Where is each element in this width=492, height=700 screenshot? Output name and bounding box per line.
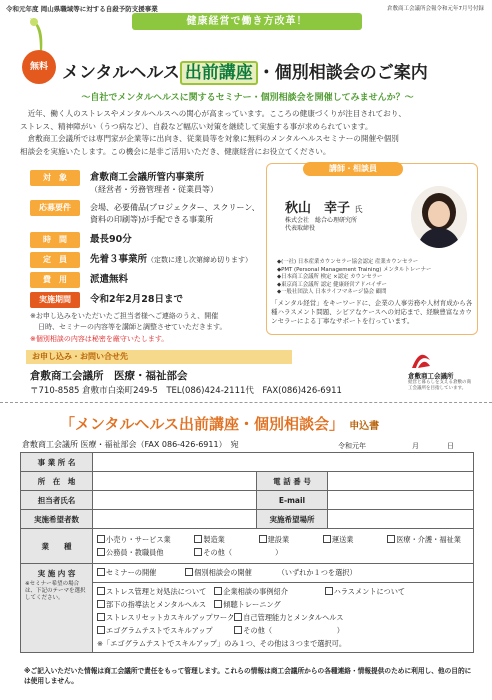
checkbox[interactable] xyxy=(234,613,242,621)
checkbox[interactable] xyxy=(323,535,331,543)
intro-line: 近年、働く人のストレスやメンタルヘルスへの関心が高まっています。こころの健康づくりが注目されており、 xyxy=(27,109,406,118)
detail-value-main: 派遣無料 xyxy=(90,274,129,285)
leaf-icon xyxy=(20,14,60,54)
detail-value-main: 令和2年2月28日まで xyxy=(90,294,183,305)
option-label: 運送業 xyxy=(331,535,354,544)
checkbox[interactable] xyxy=(97,568,105,576)
title-highlight: 出前講座 xyxy=(180,61,258,85)
detail-value xyxy=(90,292,183,308)
industry-option[interactable] xyxy=(97,533,192,546)
form-title-main: 「メンタルヘルス出前講座・個別相談会」 xyxy=(60,415,344,433)
page-title xyxy=(62,58,428,83)
venue-field[interactable] xyxy=(328,510,474,529)
option-label: 医療・介護・福祉業 xyxy=(396,535,461,544)
checkbox[interactable] xyxy=(97,548,105,556)
content-choice xyxy=(93,564,474,583)
lecturer-company: 株式会社 総合心理研究所 xyxy=(285,217,358,224)
theme-option[interactable] xyxy=(97,611,235,624)
logo-name: 倉敷商工会議所 xyxy=(408,372,454,380)
industry-options xyxy=(93,529,474,564)
lecturer-name-text: 秋山 幸子 xyxy=(285,201,351,216)
option-label: 個別相談会の開催 xyxy=(194,568,252,577)
address-field[interactable] xyxy=(93,472,257,491)
checkbox[interactable] xyxy=(185,568,193,576)
label-person: 担当者氏名 xyxy=(21,491,93,510)
contact-header: お申し込み・お問い合せ先 xyxy=(26,350,292,364)
detail-label: 実施期間 xyxy=(30,292,80,308)
label-address: 所 在 地 xyxy=(21,472,93,491)
subtitle: ～自社でメンタルヘルスに関するセミナー・個別相談会を開催してみませんか？～ xyxy=(81,93,414,103)
intro-line: ストレス、精神障がい（うつ病など）、自殺など幅広い対策を継続して実施する事が求められています。 xyxy=(20,121,373,131)
content-note: ※セミナー希望の場合は、下記のテーマを選択してください。 xyxy=(25,581,86,601)
option-label: 建設業 xyxy=(267,535,290,544)
content-label-text: 実 施 内 容 xyxy=(37,569,76,578)
contact-org: 倉敷商工会議所 医療・福祉部会 xyxy=(30,370,188,382)
lecturer-credentials xyxy=(277,259,431,297)
label-venue: 実施希望場所 xyxy=(257,510,328,529)
option-label: 企業相談の事例紹介 xyxy=(223,587,288,596)
lecturer-header: 講師・相談員 xyxy=(303,162,403,176)
chamber-logo xyxy=(388,350,474,398)
note-privacy: ※個別相談の内容は秘密を厳守いたします。 xyxy=(30,335,169,343)
lecturer-name xyxy=(285,197,363,216)
detail-value-note: （定数に達し次第締め切ります） xyxy=(147,256,253,264)
choice-consultation[interactable] xyxy=(185,568,275,578)
lecturer-role: 代表取締役 xyxy=(285,225,316,232)
industry-option[interactable] xyxy=(259,533,321,546)
theme-option[interactable] xyxy=(234,611,343,624)
credential-item: ◆日本商工会議所 検定 ×認定 カウンセラー xyxy=(277,274,383,281)
free-badge: 無料 xyxy=(22,50,56,84)
detail-value-main: 最長90分 xyxy=(90,234,132,245)
option-label: 公務員・教職員他 xyxy=(106,548,164,557)
detail-value-main: 倉敷商工会議所管内事業所 xyxy=(90,172,205,183)
option-label: 小売り・サービス業 xyxy=(106,535,171,544)
detail-sub: 資料の印刷等)が手配できる事業所 xyxy=(90,215,214,224)
detail-label: 費 用 xyxy=(30,272,80,288)
chamber-logo-icon xyxy=(410,350,432,370)
label-attendees: 実施希望者数 xyxy=(21,510,93,529)
email-field[interactable] xyxy=(328,491,474,510)
label-phone: 電 話 番 号 xyxy=(257,472,328,491)
detail-value: 会場、必要備品(プロジェクター、スクリーン、 xyxy=(90,203,260,212)
option-label: その他（ ） xyxy=(203,548,283,557)
checkbox[interactable] xyxy=(214,587,222,595)
option-label: ストレス管理と対処法について xyxy=(106,587,207,596)
note-line: ※お申し込みをいただいたご担当者様へご連絡のうえ、開催 xyxy=(30,312,219,320)
option-label: ストレスリセットカスキルアップワーク xyxy=(106,613,235,622)
intro-text xyxy=(20,108,482,158)
program-title: 令和元年度 岡山県職域等に対する自殺予防支援事業 xyxy=(6,5,158,13)
credential-item: ◆東京商工会議所 認定 健康経営アドバイザー xyxy=(277,281,387,288)
checkbox[interactable] xyxy=(97,600,105,608)
theme-option[interactable] xyxy=(325,585,406,598)
choice-note: （いずれか１つを選択） xyxy=(277,568,357,577)
label-industry: 業 種 xyxy=(21,529,93,564)
lecturer-photo xyxy=(411,186,467,248)
option-label: 傾聴トレーニング xyxy=(223,600,281,609)
checkbox[interactable] xyxy=(194,535,202,543)
privacy-footer: ※ご記入いただいた情報は商工会議所で責任をもって管理します。これらの情報は商工会議所からの各種連絡・情報提供のために利用し、他の目的には使用しません。 xyxy=(24,667,472,685)
detail-sub: （経営者・労務管理者・従業員等） xyxy=(90,185,218,194)
label-content xyxy=(21,564,93,653)
form-date xyxy=(338,441,454,451)
detail-value-main: 先着３事業所 xyxy=(90,254,148,265)
detail-value xyxy=(90,252,252,268)
industry-option[interactable] xyxy=(194,546,282,559)
checkbox[interactable] xyxy=(387,535,395,543)
option-label: 部下の指導法とメンタルヘルス xyxy=(106,600,207,609)
form-title-suffix: 申込書 xyxy=(349,421,380,432)
theme-option[interactable] xyxy=(97,598,212,611)
checkbox[interactable] xyxy=(214,600,222,608)
logo-tagline: 経営と暮らしを支える倉敷の商工会議所を目指しています。 xyxy=(408,380,471,391)
person-field[interactable] xyxy=(93,491,257,510)
lecturer-description: 「メンタル経営」をキーワードに、企業の人事労務や人材育成から各種ハラスメント問題、シビアなケースへの対応まで、経験豊富なカウンセラーによる丁寧なサポートを行っています。 xyxy=(271,299,473,325)
option-label: セミナーの開催 xyxy=(106,568,157,577)
form-recipient: 倉敷商工会議所 医療・福祉部会（FAX 086-426-6911） 宛 xyxy=(22,440,239,449)
industry-option[interactable] xyxy=(194,533,256,546)
checkbox[interactable] xyxy=(234,626,242,634)
theme-option[interactable] xyxy=(97,624,232,637)
theme-options xyxy=(93,583,474,653)
credential-item: ◆(一社) 日本産業カウンセラー協会認定 産業カウンセラー xyxy=(277,259,419,265)
intro-line: 倉敷商工会議所では専門家が企業等に出向き、従業員等を対象に無料のメンタルヘルスセミナーの開催や個別 xyxy=(27,134,399,143)
attendees-field[interactable] xyxy=(93,510,257,529)
detail-label: 時 間 xyxy=(30,232,80,248)
checkbox[interactable] xyxy=(194,548,202,556)
lecturer-org xyxy=(285,217,357,233)
label-company: 事 業 所 名 xyxy=(21,453,93,472)
industry-option[interactable] xyxy=(387,533,461,546)
detail-value xyxy=(90,232,132,248)
contact-address: 〒710-8585 倉敷市白楽町249-5 TEL(086)424-2111代 FAX(086)426-6911 xyxy=(30,386,342,396)
option-label: 自己管理能力とメンタルヘルス xyxy=(243,613,344,622)
option-label: ハラスメントについて xyxy=(333,587,406,596)
credential-item: ◆一般社団法人 日本ライフマネージ協会 顧問 xyxy=(277,289,387,296)
company-field[interactable] xyxy=(93,453,474,472)
option-label: その他（ ） xyxy=(243,626,344,635)
theme-note: ※「エゴグラムテストでスキルアップ」のみ１つ、その他は３つまで選択可。 xyxy=(97,639,347,648)
checkbox[interactable] xyxy=(97,613,105,621)
checkbox[interactable] xyxy=(325,587,333,595)
credential-item: ◆PMT (Personal Management Training) メンタルトレーナー xyxy=(277,266,432,273)
checkbox[interactable] xyxy=(259,535,267,543)
intro-line: 相談会を実施いたします。この機会に是非ご活用いただき、健康経営にお役立てください。 xyxy=(20,146,331,156)
application-form xyxy=(20,452,474,653)
title-post: ・個別相談会のご案内 xyxy=(257,63,428,83)
title-pre: メンタルヘルス xyxy=(62,63,180,83)
detail-label: 応募要件 xyxy=(30,200,80,216)
phone-field[interactable] xyxy=(328,472,474,491)
detail-value xyxy=(90,272,128,288)
theme-option[interactable] xyxy=(97,585,212,598)
checkbox[interactable] xyxy=(97,535,105,543)
issuer-note: 倉敷商工会議所会報令和元年7月号付録 xyxy=(386,6,484,12)
date-era: 令和元年 xyxy=(338,442,366,450)
option-label: 製造業 xyxy=(203,535,225,544)
label-email: E-mail xyxy=(257,491,328,510)
option-label: エゴグラムテストでスキルアップ xyxy=(106,626,213,635)
date-day: 日 xyxy=(447,442,454,450)
theme-option[interactable] xyxy=(214,598,280,611)
industry-option[interactable] xyxy=(97,546,192,559)
detail-label: 定 員 xyxy=(30,252,80,268)
form-title xyxy=(60,413,379,434)
industry-option[interactable] xyxy=(323,533,385,546)
theme-option[interactable] xyxy=(214,585,322,598)
choice-seminar[interactable] xyxy=(97,568,183,578)
checkbox[interactable] xyxy=(97,587,105,595)
campaign-banner: 健康経営で働き方改革！ xyxy=(132,13,362,30)
detail-label: 対 象 xyxy=(30,170,80,186)
checkbox[interactable] xyxy=(97,626,105,634)
lecturer-honorific: 氏 xyxy=(354,205,363,214)
theme-option[interactable] xyxy=(234,624,344,637)
note-line: 日時、セミナーの内容等を講師と調整させていただきます。 xyxy=(38,323,227,331)
date-month: 月 xyxy=(412,442,419,450)
cut-line xyxy=(0,402,492,403)
